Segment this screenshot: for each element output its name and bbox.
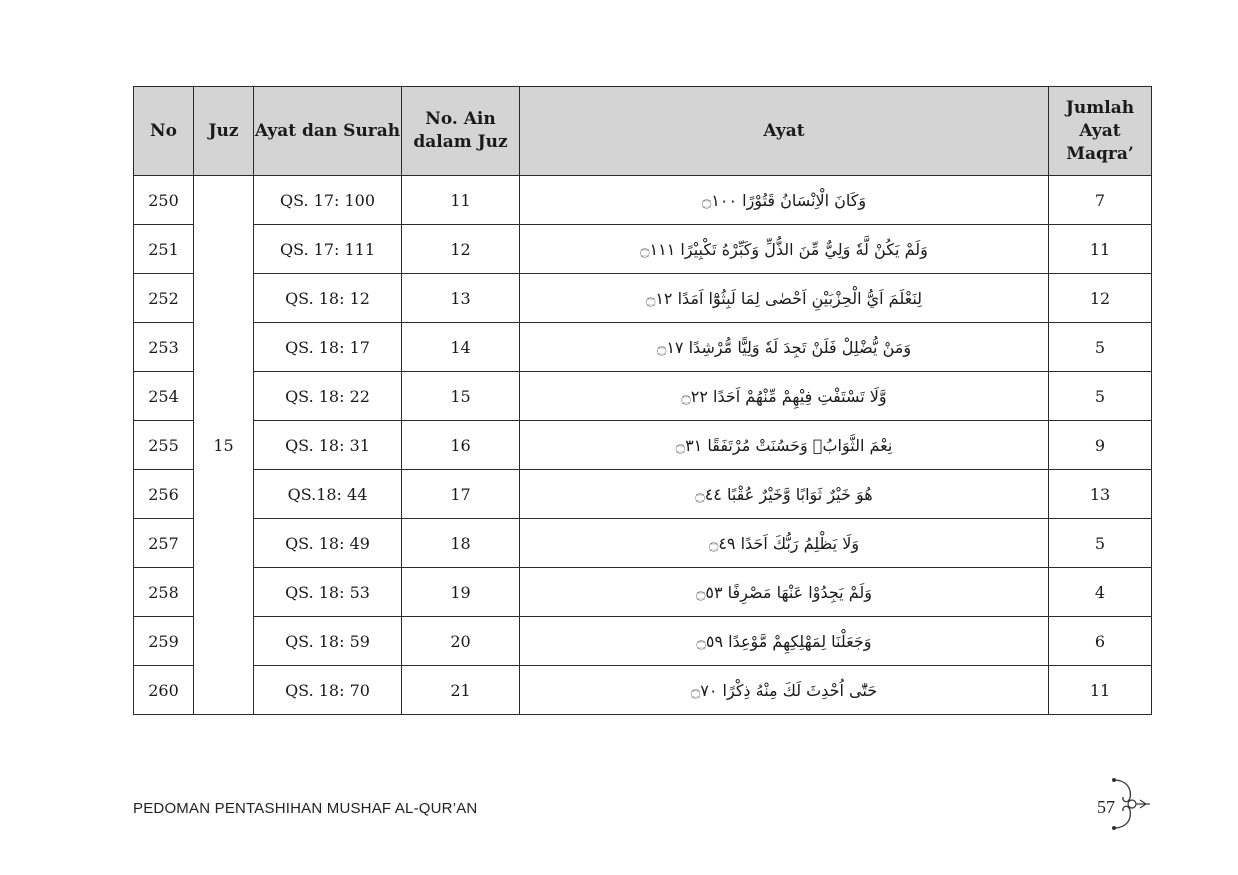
cell-juz: 15: [194, 176, 254, 715]
cell-ain: 15: [402, 372, 520, 421]
cell-ain: 19: [402, 568, 520, 617]
page-number: 57: [1097, 797, 1115, 817]
table-row: [134, 323, 1152, 372]
ayat-table: [133, 86, 1152, 715]
cell-surah: QS. 18: 22: [254, 372, 402, 421]
cell-surah: QS. 18: 53: [254, 568, 402, 617]
cell-surah: QS. 18: 49: [254, 519, 402, 568]
cell-surah: QS. 17: 111: [254, 225, 402, 274]
header-ayat: Ayat: [520, 87, 1049, 176]
cell-surah: QS. 18: 17: [254, 323, 402, 372]
cell-ain: 16: [402, 421, 520, 470]
header-jumlah: [1049, 87, 1152, 176]
header-no-ain-line1: No. Ain: [425, 109, 496, 129]
cell-ain: 12: [402, 225, 520, 274]
cell-jumlah: 11: [1049, 666, 1152, 715]
cell-ain: 17: [402, 470, 520, 519]
table-row: [134, 470, 1152, 519]
cell-no: 258: [134, 568, 194, 617]
cell-jumlah: 5: [1049, 323, 1152, 372]
header-no: No: [134, 87, 194, 176]
cell-jumlah: 13: [1049, 470, 1152, 519]
cell-jumlah: 5: [1049, 519, 1152, 568]
cell-no: 259: [134, 617, 194, 666]
footer-book-title: PEDOMAN PENTASHIHAN MUSHAF AL-QUR’AN: [133, 800, 478, 817]
cell-ayat: وَجَعَلْنَا لِمَهْلِكِهِمْ مَّوْعِدًا ۝٥٩: [520, 617, 1049, 666]
cell-no: 253: [134, 323, 194, 372]
table-header: [134, 87, 1152, 176]
cell-jumlah: 5: [1049, 372, 1152, 421]
header-jumlah-line2: Ayat: [1079, 120, 1121, 141]
cell-no: 256: [134, 470, 194, 519]
table-row: [134, 176, 1152, 225]
header-juz: Juz: [194, 87, 254, 176]
table-row: [134, 568, 1152, 617]
table-row: [134, 225, 1152, 274]
cell-ain: 13: [402, 274, 520, 323]
cell-ayat: وَكَانَ الْاِنْسَانُ قَتُوْرًا ۝١٠٠: [520, 176, 1049, 225]
table-body: [134, 176, 1152, 715]
cell-surah: QS. 18: 12: [254, 274, 402, 323]
cell-ain: 14: [402, 323, 520, 372]
cell-ayat: نِعْمَ الثَّوَابُۗ وَحَسُنَتْ مُرْتَفَقًا ۝٣١: [520, 421, 1049, 470]
header-jumlah-line3: Maqra’: [1066, 143, 1134, 164]
cell-no: 260: [134, 666, 194, 715]
table-row: [134, 274, 1152, 323]
cell-ayat: وَلَمْ يَكُنْ لَّهٗ وَلِيٌّ مِّنَ الذُّلِّ وَكَبِّرْهُ تَكْبِيْرًا ۝١١١: [520, 225, 1049, 274]
cell-ain: 18: [402, 519, 520, 568]
cell-ayat: هُوَ خَيْرٌ ثَوَابًا وَّخَيْرٌ عُقْبًا ۝٤٤: [520, 470, 1049, 519]
cell-ayat: لِنَعْلَمَ اَيُّ الْحِزْبَيْنِ اَحْصٰى لِمَا لَبِثُوْٓا اَمَدًا ۝١٢: [520, 274, 1049, 323]
cell-jumlah: 4: [1049, 568, 1152, 617]
cell-ain: 11: [402, 176, 520, 225]
cell-ayat: وَلَا يَظْلِمُ رَبُّكَ اَحَدًا ۝٤٩: [520, 519, 1049, 568]
floral-ornament-icon: [1108, 774, 1152, 834]
table-row: [134, 421, 1152, 470]
cell-ain: 20: [402, 617, 520, 666]
header-no-ain: [402, 87, 520, 176]
cell-no: 254: [134, 372, 194, 421]
cell-ain: 21: [402, 666, 520, 715]
cell-surah: QS.18: 44: [254, 470, 402, 519]
cell-ayat: وَّلَا تَسْتَفْتِ فِيْهِمْ مِّنْهُمْ اَحَدًا ۝٢٢: [520, 372, 1049, 421]
header-row: [134, 87, 1152, 176]
table-row: [134, 617, 1152, 666]
cell-jumlah: 6: [1049, 617, 1152, 666]
cell-surah: QS. 18: 59: [254, 617, 402, 666]
cell-ayat: حَتّٰٓى اُحْدِثَ لَكَ مِنْهُ ذِكْرًا ۝٧٠: [520, 666, 1049, 715]
header-no-ain-line2: dalam Juz: [413, 132, 508, 152]
cell-no: 250: [134, 176, 194, 225]
cell-no: 251: [134, 225, 194, 274]
table-row: [134, 372, 1152, 421]
cell-no: 255: [134, 421, 194, 470]
header-ayat-surah: Ayat dan Surah: [254, 87, 402, 176]
cell-no: 257: [134, 519, 194, 568]
cell-jumlah: 7: [1049, 176, 1152, 225]
cell-no: 252: [134, 274, 194, 323]
table-row: [134, 519, 1152, 568]
cell-ayat: وَلَمْ يَجِدُوْا عَنْهَا مَصْرِفًا ۝٥٣: [520, 568, 1049, 617]
cell-jumlah: 9: [1049, 421, 1152, 470]
cell-surah: QS. 17: 100: [254, 176, 402, 225]
header-jumlah-line1: Jumlah: [1065, 97, 1135, 118]
cell-surah: QS. 18: 31: [254, 421, 402, 470]
table-row: [134, 666, 1152, 715]
cell-surah: QS. 18: 70: [254, 666, 402, 715]
cell-jumlah: 11: [1049, 225, 1152, 274]
cell-ayat: وَمَنْ يُّضْلِلْ فَلَنْ تَجِدَ لَهٗ وَلِيًّا مُّرْشِدًا ۝١٧: [520, 323, 1049, 372]
cell-jumlah: 12: [1049, 274, 1152, 323]
